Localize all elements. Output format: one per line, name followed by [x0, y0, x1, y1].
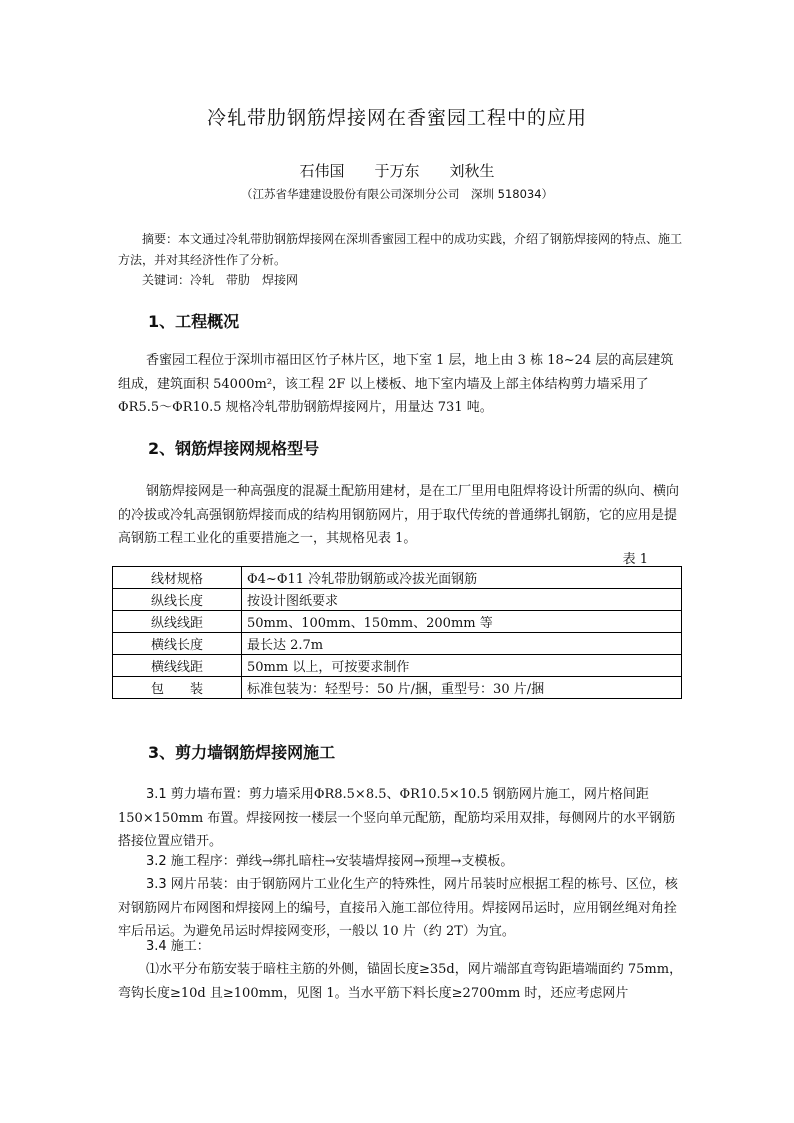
table-value: 50mm、100mm、150mm、200mm 等: [242, 611, 682, 633]
item-label: 3.1 剪力墙布置：: [146, 787, 249, 802]
table-key: 横线长度: [113, 633, 242, 655]
paragraph: [118, 958, 684, 1005]
item-text: 弹线→绑扎暗柱→安装墙焊接网→预埋→支模板。: [235, 854, 514, 869]
abstract: 摘要：本文通过冷轧带肋钢筋焊接网在深圳香蜜园工程中的成功实践，介绍了钢筋焊接网的特点、施工方法，并对其经济性作了分析。: [118, 232, 683, 267]
table-caption: 表 1: [622, 552, 648, 567]
table-row: [113, 633, 682, 655]
authors: 石伟国 于万东 刘秋生: [299, 162, 495, 180]
paragraph: [118, 873, 684, 944]
item-label: 3.2 施工程序：: [146, 854, 236, 869]
table-row: [113, 567, 682, 589]
paragraph: [118, 850, 684, 874]
table-key: 纵线长度: [113, 589, 242, 611]
table-value: Φ4~Φ11 冷轧带肋钢筋或冷拔光面钢筋: [242, 567, 682, 589]
table-value: 最长达 2.7m: [242, 633, 682, 655]
item-text: 由于钢筋网片工业化生产的特殊性，网片吊装时应根据工程的栋号、区位，核对钢筋网片布网图和焊接网上的编号，直接吊入施工部位待用。焊接网吊运时，应用钢丝绳对角拴牢后吊运。为避免吊运时焊接网变形，一般以 10 片（约 2T）为宜。: [118, 877, 678, 939]
table-row: [113, 611, 682, 633]
affiliation: （江苏省华建建设股份有限公司深圳分公司 深圳 518034）: [240, 187, 554, 201]
table-value: 按设计图纸要求: [242, 589, 682, 611]
table-row: [113, 677, 682, 699]
table-value: 标准包装为：轻型号：50 片/捆，重型号：30 片/捆: [242, 677, 682, 699]
keywords: 关键词：冷轧 带肋 焊接网: [142, 273, 299, 287]
table-key: 纵线线距: [113, 611, 242, 633]
section-heading: 2、钢筋焊接网规格型号: [148, 439, 320, 458]
item-label: 3.3 网片吊装：: [146, 877, 236, 892]
item-text: 剪力墙采用ΦR8.5×8.5、ΦR10.5×10.5 钢筋网片施工，网片格间距 150×150mm 布置。焊接网按一楼层一个竖向单元配筋，配筋均采用双排，每侧网片的水平钢筋搭接位置应错开。: [118, 787, 676, 849]
table-value: 50mm 以上，可按要求制作: [242, 655, 682, 677]
paragraph: 钢筋焊接网是一种高强度的混凝土配筋用建材，是在工厂里用电阻焊将设计所需的纵向、横向的冷拔或冷轧高强钢筋焊接而成的结构用钢筋网片，用于取代传统的普通绑扎钢筋，它的应用是提高钢筋工程工业化的重要措施之一，其规格见表 1。: [118, 484, 680, 546]
table-row: [113, 655, 682, 677]
section-heading: 1、工程概况: [148, 312, 240, 331]
item-label: 3.4 施工：: [146, 939, 210, 954]
spec-table: [112, 566, 682, 699]
table-key: 线材规格: [113, 567, 242, 589]
table-key: 横线线距: [113, 655, 242, 677]
table-key: 包 装: [113, 677, 242, 699]
paragraph: 香蜜园工程位于深圳市福田区竹子林片区，地下室 1 层，地上由 3 栋 18~24 层的高层建筑组成，建筑面积 54000m²，该工程 2F 以上楼板、地下室内墙及上部主体结构剪力墙采用了ΦR5.5～ΦR10.5 规格冷轧带肋钢筋焊接网片，用量达 731 吨。: [118, 353, 674, 415]
paper-title: 冷轧带肋钢筋焊接网在香蜜园工程中的应用: [206, 107, 587, 129]
item-text: ⑴水平分布筋安装于暗柱主筋的外侧，锚固长度≥35d，网片端部直弯钩距墙端面约 75mm，弯钩长度≥10d 且≥100mm，见图 1。当水平筋下料长度≥2700mm 时，还应考虑网片: [118, 962, 683, 1001]
paragraph: [118, 783, 684, 854]
paragraph: [118, 935, 684, 959]
section-heading: 3、剪力墙钢筋焊接网施工: [148, 743, 336, 762]
table-row: [113, 589, 682, 611]
